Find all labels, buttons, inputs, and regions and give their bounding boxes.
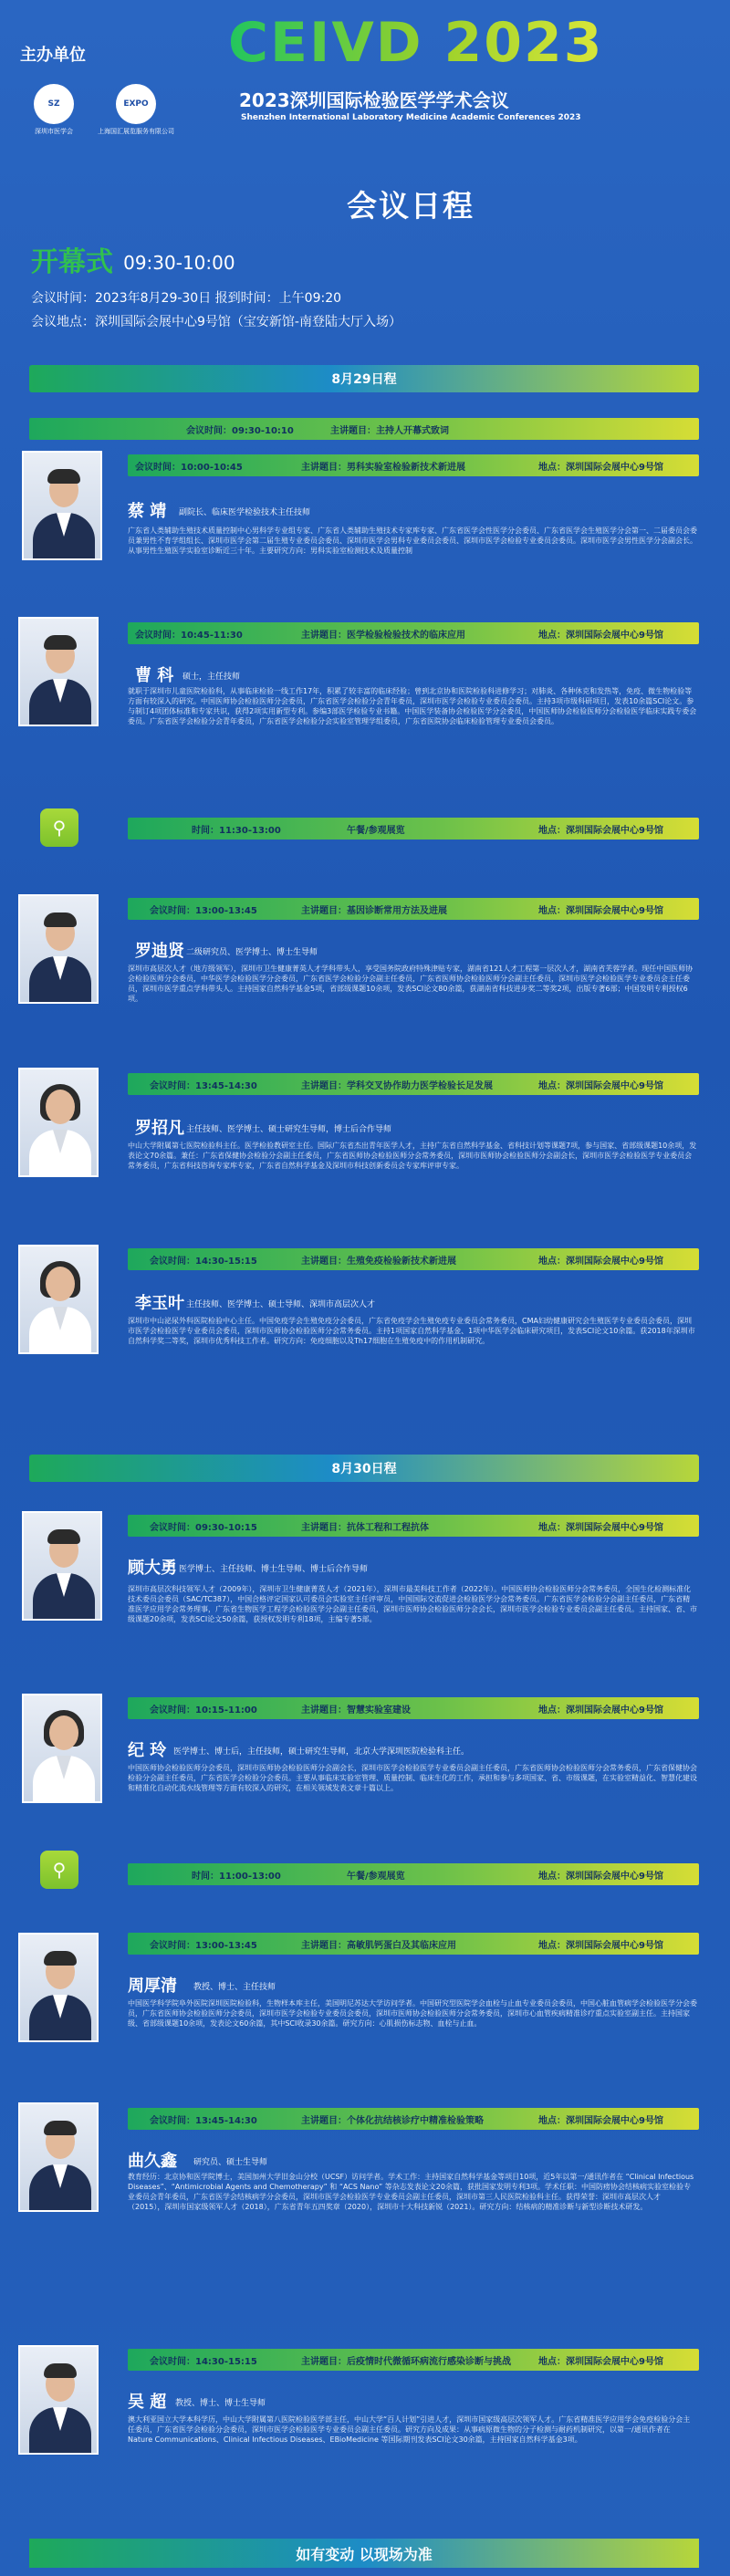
speaker-name: 吴 超 [128,2393,167,2412]
medical-association-logo-icon: SZ [34,84,74,124]
session-bar [128,1863,699,1885]
logo-1-text: 深圳市医学会 [35,128,73,135]
speaker-bio: 澳大利亚国立大学本科学历，中山大学附属第八医院检验医学部主任，中山大学“百人计划”引进人才，深圳市国家级高层次领军人才。广东省精准医学应用学会免疫检验分会主任委员，广东省医学会检验分会委员，深圳市医学会检验医学专业委员会副主任委员。研究方向及成果：从事病原微生物的分子检测与耐药机制研究，以第一/通讯作者在 Nature Communications、Clinical Infectious Diseases、EBioMedicine 等国际期刊发表SCI论文30余篇，主持国家自然科学基金3项。 [128,2415,691,2444]
speaker-name: 顾大勇 [128,1559,177,1578]
header [0,0,730,169]
speaker-title: 医学博士、博士后，主任技师，硕士研究生导师，北京大学深圳医院检验科主任。 [173,1747,470,1757]
conference-title: 2023深圳国际检验医学学术会议 [239,89,509,111]
meeting-location: 会议地点：深圳国际会展中心9号馆（宝安新馆-南登陆大厅入场） [31,315,402,329]
agenda-title: 会议日程 [347,188,474,224]
speaker-bio: 广东省人类辅助生殖技术质量控制中心男科学专业组专家、广东省人类辅助生殖技术专家库专家、广东省医学会性医学分会委员、广东省医学会生殖医学分会第一、二届委员会委员兼男性不育学组组长、深圳市医学会第二届生殖专业委员会委员、深圳市医学会男科专业委员会委员、深圳市医学会检验专业委员会委员。深圳市医学会男性医学分会副会长。从事男性生殖医学实验室诊断近三十年。主要研究方向：男科实验室检测技术及质量控制 [128,527,697,555]
session-topic: 主讲题目：医学检验检验技术的临床应用 [301,630,465,641]
session-place: 地点：深圳国际会展中心9号馆 [538,462,663,473]
session-bar [128,1933,699,1955]
session-topic: 主讲题目：智慧实验室建设 [301,1705,411,1716]
session-topic: 主讲题目：抗体工程和工程抗体 [301,1522,429,1533]
speaker-name: 曲久鑫 [128,2152,177,2171]
session-place: 地点：深圳国际会展中心9号馆 [538,2356,663,2367]
speaker-bio: 就职于深圳市儿童医院检验科，从事临床检验一线工作17年，积累了较丰富的临床经验；曾到北京协和医院检验科进修学习；对肺炎、各种休克和发热等，免疫、微生物检验等方面有较深入的研究。中国医师协会检验医师分会委员，广东省医学会检验分会青年委员，深圳市医学会检验专业委员会委员。主持3项市级科研项目，发表10余篇SCI论文。参与制订4项团体标准和专家共识，获得2项实用新型专利。参编3部医学检验专业书籍。中国医学装备协会检验医学分会委员，中国医师协会检验医师分会检验医学临床实践专委会委员。广东省医学会检验分会青年委员，广东省医学会检验分会实验室管理学组委员，广东省医院协会临床检验管理专业委员会委员。 [128,687,697,725]
speaker-name: 李玉叶 [135,1294,184,1313]
session-time: 会议时间：13:45-14:30 [150,1080,257,1091]
speaker-bio: 深圳市高层次科技领军人才（2009年），深圳市卫生健康菁英人才（2021年），深圳市最美科技工作者（2022年）。中国医师协会检验医师分会常务委员，全国生化检测标准化技术委员会委员（SAC/TC387），中国合格评定国家认可委员会实验室主任评审员，中国国际交流促进会检验医学分会常务委员。广东省医学会检验分会副主任委员，广东省精准医学应用学会常务理事，广东省生物医学工程学会检验医学分会副主任委员，深圳市医师协会检验医师分会会长，深圳市医学会检验专业委员会副主任委员。主持国家、省、市级课题20余项，发表SCI论文50余篇，获授权发明专利18项，主编专著5部。 [128,1585,697,1623]
expo-logo-icon: EXPO [116,84,156,124]
day-bar-0829: 8月29日程 [29,365,699,392]
session-bar [128,454,699,476]
speaker-photo [22,451,102,560]
session-place: 地点：深圳国际会展中心9号馆 [538,1940,663,1951]
session-time: 会议时间：14:30-15:15 [150,2356,257,2367]
speaker-title: 主任技师、医学博士、硕士导师、深圳市高层次人才 [186,1300,376,1309]
speaker-name: 曹 科 [135,666,174,685]
organizer-logo-1 [13,84,95,136]
session-time: 时间：11:00-13:00 [192,1871,281,1882]
session-bar [128,818,699,840]
speaker-bio: 教育经历：北京协和医学院博士，美国加州大学旧金山分校（UCSF）访问学者。学术工作：主持国家自然科学基金等项目10项，近5年以第一/通讯作者在 “Clinical Infectious Diseases”、“Antimicrobial Agents and Chemotherapy” 和 “ACS Nano” 等杂志发表论文20余篇，获批国家发明专利3项。学术任职：中国防痨协会结核病实验室检验专业委员会青年委员，广东省医学会结核病学分会委员，深圳市医学会检验医学专业委员会副主任委员，深圳市第三人民医院检验科主任。获得荣誉：深圳市高层次人才（2015），深圳市国家级领军人才（2018），广东省青年五四奖章（2020），深圳市十大科技新锐（2021）。研究方向：结核病的精准诊断与新型诊断技术研发。 [128,2173,694,2211]
session-time: 会议时间：09:30-10:15 [150,1522,257,1533]
session-place: 地点：深圳国际会展中心9号馆 [538,1871,663,1882]
session-bar [29,418,699,440]
session-bar [128,622,699,644]
brand-title: CEIVD 2023 [228,11,604,75]
session-time: 会议时间：13:45-14:30 [150,2115,257,2126]
speaker-photo [22,1511,102,1621]
session-topic: 主讲题目：生殖免疫检验新技术新进展 [301,1256,456,1267]
speaker-title: 研究员、硕士生导师 [193,2158,268,2167]
session-time: 会议时间：10:00-10:45 [135,462,243,473]
session-time: 会议时间：10:15-11:00 [150,1705,257,1716]
session-bar [128,1697,699,1719]
session-time: 时间：11:30-13:00 [192,825,281,836]
speaker-photo [18,1245,99,1354]
speaker-photo [18,894,99,1004]
speaker-title: 主任技师、医学博士、硕士研究生导师，博士后合作导师 [186,1125,392,1134]
speaker-bio: 中山大学附属第七医院检验科主任。医学检验教研室主任。国际广东省杰出青年医学人才，主持广东省自然科学基金、省科技计划等课题7项，参与国家、省部级课题10余项，发表论文70余篇。兼任：广东省保健协会检验分会副主任委员，广东省医师协会检验医师分会常务委员，深圳市医师协会检验医师分会副会长，深圳市医学会检验医学专业委员会常务委员，广东省科技咨询专家库专家，广东省自然科学基金及深圳市科技创新委员会专家库评审专家。 [128,1142,697,1170]
session-time: 会议时间：13:00-13:45 [150,1940,257,1951]
session-bar [128,2108,699,2130]
footer-notice: 如有变动 以现场为准 [29,2539,699,2568]
session-place: 地点：深圳国际会展中心9号馆 [538,1256,663,1267]
session-bar [128,2349,699,2371]
opening-ceremony [31,239,235,279]
session-time: 会议时间：13:00-13:45 [150,905,257,916]
conference-title-en: Shenzhen International Laboratory Medicine Academic Conferences 2023 [241,113,581,122]
speaker-title: 二级研究员、医学博士、博士生导师 [186,948,318,957]
speaker-name: 纪 玲 [128,1741,167,1760]
speaker-name: 罗迪贤 [135,942,184,961]
opening-time: 09:30-10:00 [123,252,235,274]
speaker-name: 罗招凡 [135,1119,184,1138]
session-topic: 主讲题目：学科交叉协作助力医学检验长足发展 [301,1080,493,1091]
opening-title: 开幕式 [31,246,113,278]
organizer-logo-2 [95,84,177,136]
speaker-bio: 中国医师协会检验医师分会委员，深圳市医师协会检验医师分会副会长，深圳市医学会检验医学专业委员会副主任委员，广东省医师协会检验医师分会常务委员，广东省保健协会检验分会副主任委员，广东省医学会检验分会委员。主要从事临床实验室管理、质量控制、临床生化的工作，承担和参与多项国家、省、市级课题，在实验室精益化、智慧化建设和精准化自动化流水线管理等方面有较深入的研究，在相关领域发表文章十篇以上。 [128,1764,697,1792]
speaker-title: 医学博士、主任技师、博士生导师、博士后合作导师 [179,1565,369,1574]
speaker-bio: 深圳市中山泌尿外科医院检验中心主任。中国免疫学会生殖免疫分会委员，广东省免疫学会生殖免疫专业委员会常务委员，CMA妇幼健康研究会生殖医学专业委员会委员，深圳市医学会检验医学专业委员会委员，深圳市医师协会检验医师分会常务委员。主持1项国家自然科学基金、1项中华医学会临床研究项目，发表SCI论文10余篇。获2018年深圳市自然科学奖二等奖，深圳市优秀科技工作者。研究方向：免疫细胞以及Th17细胞在生殖免疫中的作用机制研究。 [128,1317,695,1345]
session-place: 地点：深圳国际会展中心9号馆 [538,1705,663,1716]
speaker-photo [22,1694,102,1803]
session-place: 地点：深圳国际会展中心9号馆 [538,1080,663,1091]
day-bar-0830: 8月30日程 [29,1455,699,1482]
session-topic: 午餐/参观展览 [347,1871,405,1882]
speaker-photo [18,2102,99,2212]
session-place: 地点：深圳国际会展中心9号馆 [538,630,663,641]
session-topic: 主讲题目：后疫情时代微循环病流行感染诊断与挑战 [301,2356,511,2367]
speaker-photo [18,617,99,726]
speaker-title: 副院长、临床医学检验技术主任技师 [179,508,311,517]
session-bar [128,1073,699,1095]
lunch-fork-knife-icon: ⚲ [40,808,78,847]
logo-2-text: 上海国汇展览服务有限公司 [98,128,174,135]
session-place: 地点：深圳国际会展中心9号馆 [538,905,663,916]
speaker-title: 教授、博士、主任技师 [193,1983,276,1992]
session-time: 会议时间：10:45-11:30 [135,630,243,641]
session-topic: 主讲题目：主持人开幕式致词 [330,425,449,436]
session-place: 地点：深圳国际会展中心9号馆 [538,1522,663,1533]
session-topic: 午餐/参观展览 [347,825,405,836]
speaker-name: 周厚清 [128,1976,177,1996]
session-time: 会议时间：14:30-15:15 [150,1256,257,1267]
session-bar [128,1515,699,1537]
speaker-photo [18,2345,99,2455]
session-topic: 主讲题目：高敏肌钙蛋白及其临床应用 [301,1940,456,1951]
speaker-name: 蔡 靖 [128,502,167,521]
session-topic: 主讲题目：个体化抗结核诊疗中精准检验策略 [301,2115,484,2126]
speaker-title: 教授、博士、博士生导师 [175,2399,266,2408]
session-bar [128,898,699,920]
speaker-photo [18,1933,99,2042]
organizer-label: 主办单位 [20,46,86,65]
session-place: 地点：深圳国际会展中心9号馆 [538,2115,663,2126]
speaker-title: 硕士，主任技师 [182,673,241,682]
session-time: 会议时间：09:30-10:10 [186,425,294,436]
session-topic: 主讲题目：基因诊断常用方法及进展 [301,905,447,916]
lunch-fork-knife-icon: ⚲ [40,1851,78,1889]
session-bar [128,1248,699,1270]
session-topic: 主讲题目：男科实验室检验新技术新进展 [301,462,465,473]
speaker-bio: 深圳市高层次人才（地方级领军），深圳市卫生健康菁英人才学科带头人，享受国务院政府特殊津贴专家，湖南省121人才工程第一层次人才，湖南省芙蓉学者。现任中国医师协会检验医师分会委员，中华医学会检验医学分会委员，广东省医学会检验分会副主任委员，广东省医师协会检验医师分会副主任委员，深圳市医学会检验医学专业委员会主任委员，深圳市医学重点学科带头人。主持国家自然科学基金5项，省部级课题10余项，发表SCI论文80余篇，获湖南省科技进步奖二等奖2项，出版专著6部；中国发明专利授权6项。 [128,965,694,1003]
speaker-photo [18,1068,99,1177]
speaker-bio: 中国医学科学院阜外医院深圳医院检验科，生物样本库主任，美国明尼苏达大学访问学者。中国研究型医院学会血栓与止血专业委员会委员，中国心脏血管病学会检验医学分会委员，广东省医师协会检验医师分会委员，深圳市医学会检验专业委员会委员，深圳市医师协会检验医师分会常务委员，深圳市心血管疾病精准诊疗重点实验室副主任。主持国家级、省部级课题10余项，发表论文60余篇，其中SCI收录30余篇。研究方向：心肌损伤标志物、血栓与止血。 [128,1999,697,2028]
session-place: 地点：深圳国际会展中心9号馆 [538,825,663,836]
meeting-time: 会议时间：2023年8月29-30日 报到时间：上午09:20 [31,291,342,306]
